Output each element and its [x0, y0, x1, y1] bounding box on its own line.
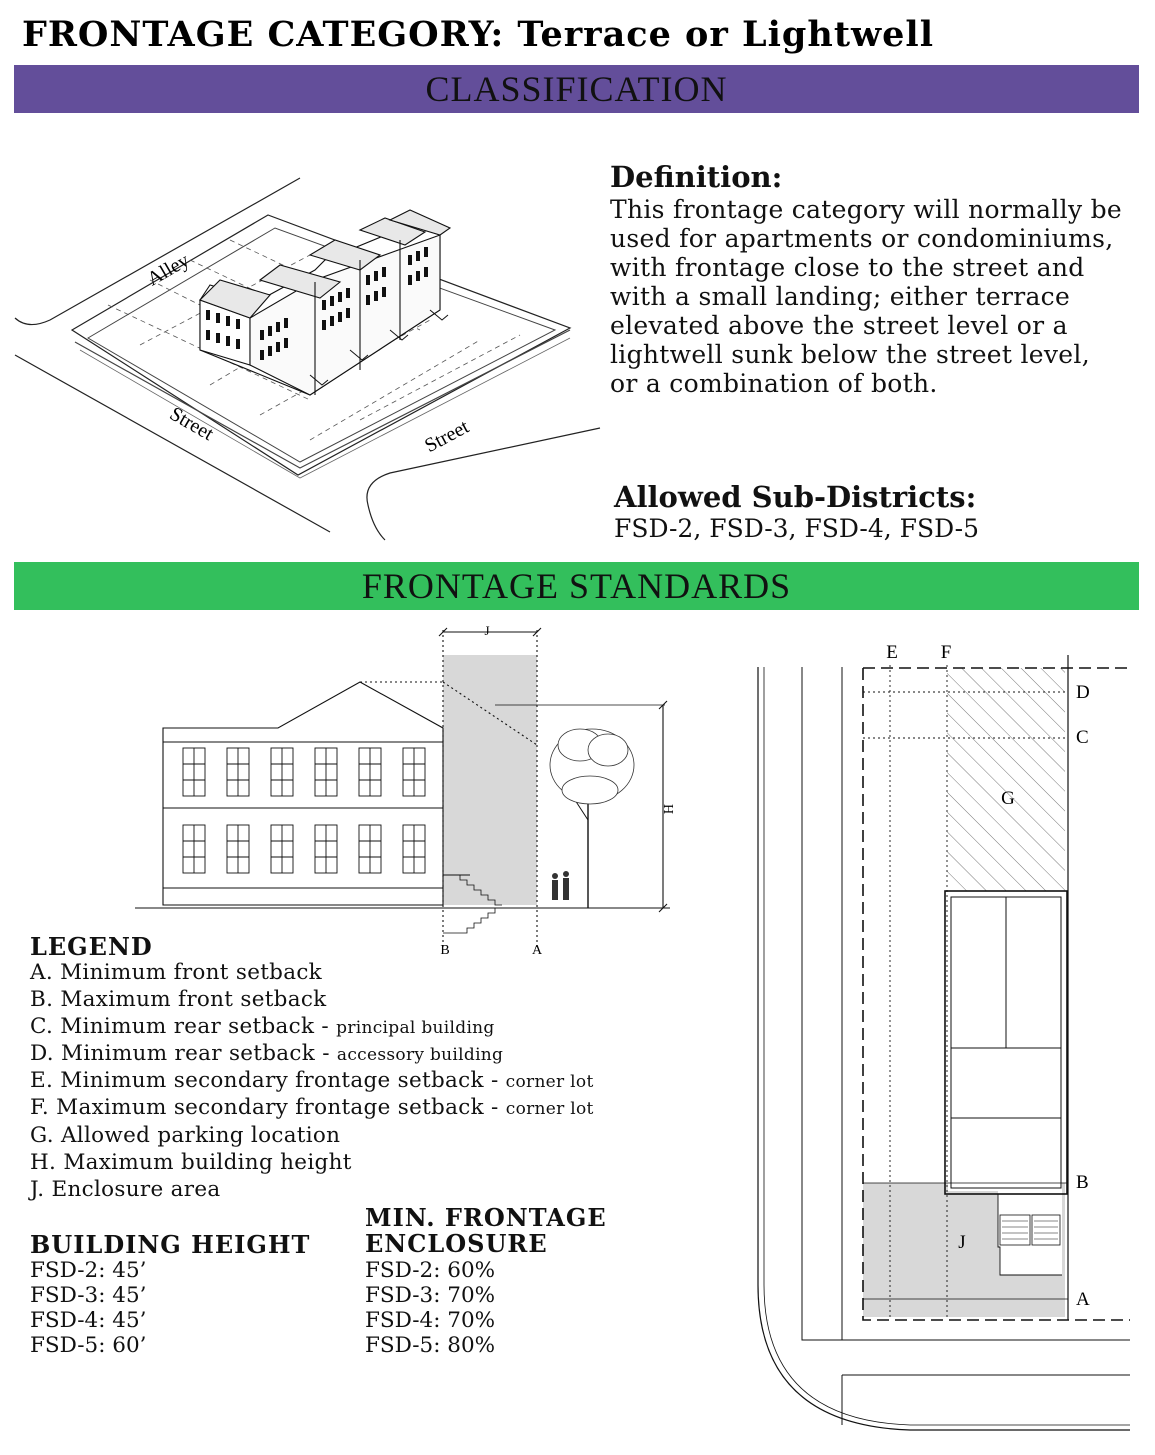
plan-j-label: J [958, 1232, 966, 1253]
section-h-label: H [660, 803, 675, 815]
alley-label: Alley [143, 249, 193, 291]
section-a-label: A [531, 943, 543, 958]
enclosure-title-line: ENCLOSURE [365, 1229, 548, 1258]
window-grid [183, 748, 425, 873]
legend-item: H. Maximum building height [30, 1149, 352, 1175]
definition-heading: Definition: [610, 160, 783, 194]
enclosure-title [365, 1205, 607, 1257]
page-title: FRONTAGE CATEGORY: Terrace or Lightwell [22, 14, 935, 55]
definition-line: or a combination of both. [610, 369, 938, 398]
plan-a-label: A [1076, 1289, 1090, 1310]
section-elevation-drawing [130, 620, 675, 960]
enclosure-item: FSD-5: 80% [365, 1333, 496, 1358]
standards-band-label: FRONTAGE STANDARDS [361, 566, 792, 606]
legend-item: F. Maximum secondary frontage setback - corner lot [30, 1095, 594, 1121]
building-height-item: FSD-3: 45’ [30, 1283, 147, 1308]
enclosure-item: FSD-3: 70% [365, 1283, 496, 1308]
definition-line: This frontage category will normally be [610, 195, 1123, 224]
plan-d-label: D [1076, 682, 1090, 703]
legend-item: B. Maximum front setback [30, 987, 327, 1013]
building-height-item: FSD-4: 45’ [30, 1308, 147, 1333]
street-right-label: Street [421, 415, 473, 458]
street-right-edge-line [367, 428, 600, 540]
definition-line: used for apartments or condominiums, [610, 224, 1114, 253]
allowed-subdistricts-heading: Allowed Sub-Districts: [614, 480, 977, 514]
legend-item: J. Enclosure area [30, 1176, 221, 1202]
plan-f-label: F [940, 642, 952, 663]
plan-e-label: E [886, 642, 898, 663]
section-b-label: B [440, 943, 450, 958]
building-height-item: FSD-2: 45’ [30, 1258, 147, 1283]
enclosure-list [365, 1258, 495, 1358]
legend-item: E. Minimum secondary frontage setback - corner lot [30, 1068, 594, 1094]
building-height-item: FSD-5: 60’ [30, 1333, 147, 1358]
plan-g-label: G [1001, 788, 1015, 809]
legend-title: LEGEND [30, 932, 153, 961]
standards-band [14, 562, 1139, 610]
enclosure-item: FSD-4: 70% [365, 1308, 496, 1333]
classification-band-label: CLASSIFICATION [425, 69, 728, 109]
site-plan-drawing [750, 635, 1150, 1440]
pedestrian-figures [552, 871, 569, 900]
axonometric-illustration [10, 170, 610, 545]
definition-text [610, 195, 1145, 398]
definition-line: with frontage close to the street and [610, 253, 1085, 282]
tree-canopy [550, 729, 634, 804]
enclosure-item: FSD-2: 60% [365, 1258, 496, 1283]
street-left-label: Street [165, 402, 218, 446]
legend-item: C. Minimum rear setback - principal building [30, 1014, 495, 1040]
building-height-title: BUILDING HEIGHT [30, 1230, 311, 1259]
allowed-subdistricts-list: FSD-2, FSD-3, FSD-4, FSD-5 [614, 514, 980, 543]
legend-item: D. Minimum rear setback - accessory building [30, 1041, 504, 1067]
legend-item: G. Allowed parking location [30, 1122, 341, 1148]
classification-band [14, 65, 1139, 113]
definition-line: with a small landing; either terrace [610, 282, 1071, 311]
parking-area-hatch [947, 668, 1065, 891]
legend-list [30, 960, 594, 1204]
building-height-list [30, 1258, 147, 1358]
definition-line: lightwell sunk below the street level, [610, 340, 1090, 369]
legend-item: A. Minimum front setback [30, 960, 323, 985]
enclosure-title-line: MIN. FRONTAGE [365, 1203, 607, 1232]
enclosure-area-shading [443, 655, 537, 905]
definition-line: elevated above the street level or a [610, 311, 1068, 340]
plan-b-label: B [1076, 1172, 1089, 1193]
section-j-label: J [484, 623, 490, 638]
plan-c-label: C [1076, 727, 1089, 748]
